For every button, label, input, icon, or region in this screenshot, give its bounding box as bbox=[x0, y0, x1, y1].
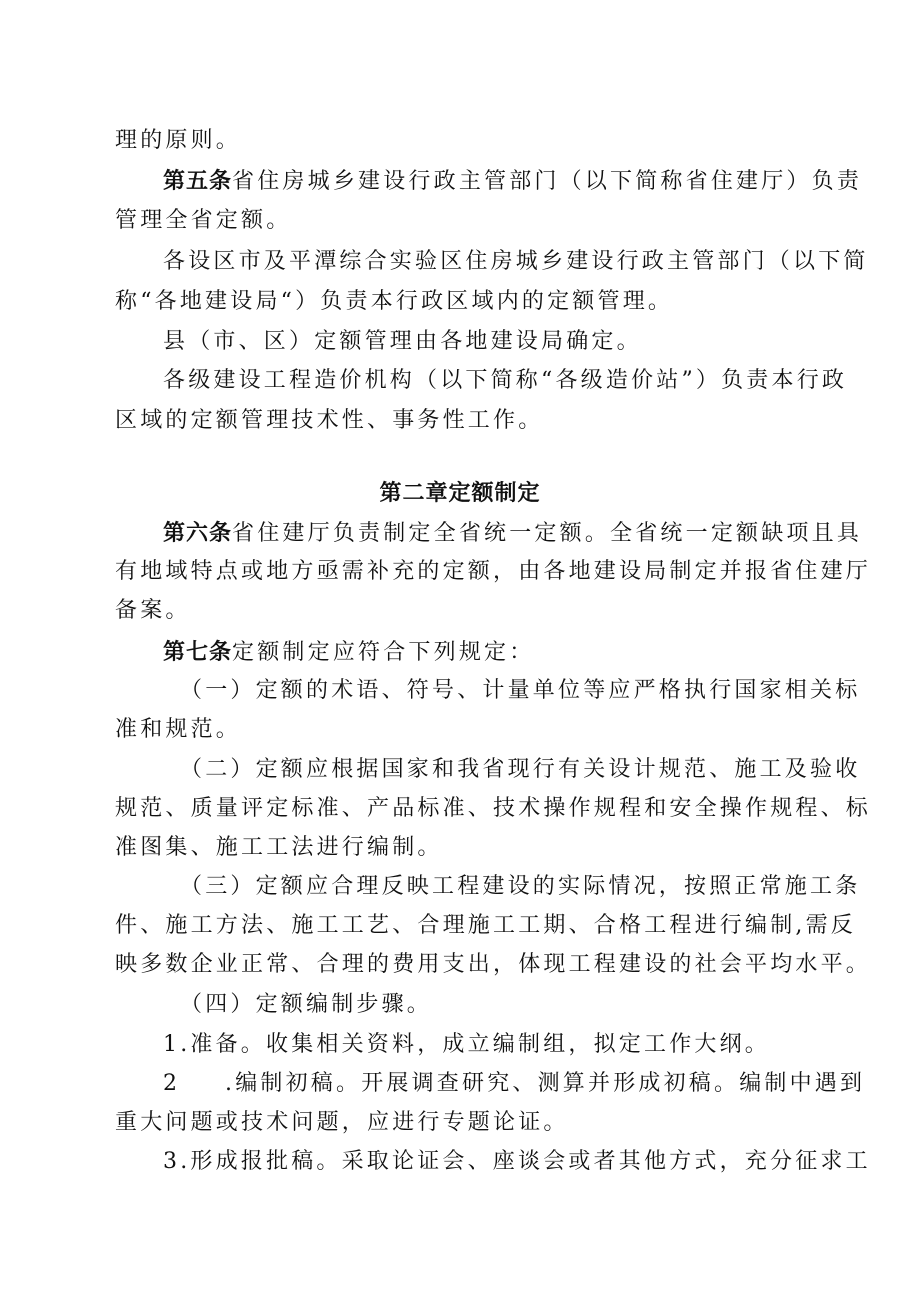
article-5-label: 第五条 bbox=[163, 168, 233, 194]
paragraph-line: 各级建设工程造价机构（以下简称“各级造价站”）负责本行政 bbox=[163, 368, 848, 393]
step-1-line bbox=[163, 1030, 815, 1060]
list-item-line: 准和规范。 bbox=[115, 717, 242, 742]
step-number: 1 bbox=[163, 1032, 181, 1057]
list-item-line: （二）定额应根据国家和我省现行有关设计规范、施工及验收 bbox=[180, 757, 861, 782]
article-7-label: 第七条 bbox=[163, 639, 233, 665]
article-6-text: 省住建厅负责制定全省统一定额。全省统一定额缺项且具 bbox=[232, 521, 863, 546]
list-item-line: 映多数企业正常、合理的费用支出，体现工程建设的社会平均水平。 bbox=[115, 952, 872, 977]
paragraph-line: 有地域特点或地方亟需补充的定额，由各地建设局制定并报省住建厅 bbox=[115, 559, 872, 584]
article-6-label: 第六条 bbox=[163, 520, 233, 546]
paragraph-line: 理的原则。 bbox=[115, 128, 242, 153]
paragraph-line: 县（市、区）定额管理由各地建设局确定。 bbox=[163, 329, 642, 354]
paragraph-line: 管理全省定额。 bbox=[115, 208, 292, 233]
list-item-line: （四）定额编制步骤。 bbox=[180, 992, 433, 1017]
list-item-line: 件、施工方法、施工工艺、合理施工工期、合格工程进行编制,需反 bbox=[115, 913, 856, 938]
step-text: .形成报批稿。采取论证会、座谈会或者其他方式，充分征求工 bbox=[180, 1149, 871, 1174]
step-text: .编制初稿。开展调查研究、测算并形成初稿。编制中遇到 bbox=[225, 1071, 866, 1096]
article-5-text: 省住房城乡建设行政主管部门（以下简称省住建厅）负责 bbox=[232, 169, 863, 194]
step-3-line bbox=[163, 1147, 871, 1177]
step-text: .准备。收集相关资料，成立编制组，拟定工作大纲。 bbox=[180, 1032, 770, 1057]
chapter-heading: 第二章定额制定 bbox=[379, 480, 541, 506]
paragraph-line: 各设区市及平潭综合实验区住房城乡建设行政主管部门（以下简 bbox=[163, 249, 869, 274]
article-5-line bbox=[163, 166, 863, 197]
step-2-line bbox=[163, 1069, 866, 1099]
article-7-line bbox=[163, 637, 815, 668]
step-number: 3 bbox=[163, 1149, 181, 1174]
paragraph-line: 称“各地建设局“）负责本行政区域内的定额管理。 bbox=[115, 289, 674, 314]
paragraph-line: 备案。 bbox=[115, 598, 191, 623]
list-item-line: 规范、质量评定标准、产品标准、技术操作规程和安全操作规程、标 bbox=[115, 796, 872, 821]
paragraph-line: 重大问题或技术问题，应进行专题论证。 bbox=[115, 1110, 569, 1135]
list-item-line: （三）定额应合理反映工程建设的实际情况，按照正常施工条 bbox=[180, 874, 861, 899]
article-6-line bbox=[163, 518, 863, 549]
article-7-text: 定额制定应符合下列规定： bbox=[232, 640, 535, 665]
list-item-line: 准图集、施工工法进行编制。 bbox=[115, 835, 443, 860]
step-number: 2 bbox=[163, 1071, 181, 1096]
paragraph-line: 区域的定额管理技术性、事务性工作。 bbox=[115, 408, 544, 433]
list-item-line: （一）定额的术语、符号、计量单位等应严格执行国家相关标 bbox=[180, 678, 861, 703]
